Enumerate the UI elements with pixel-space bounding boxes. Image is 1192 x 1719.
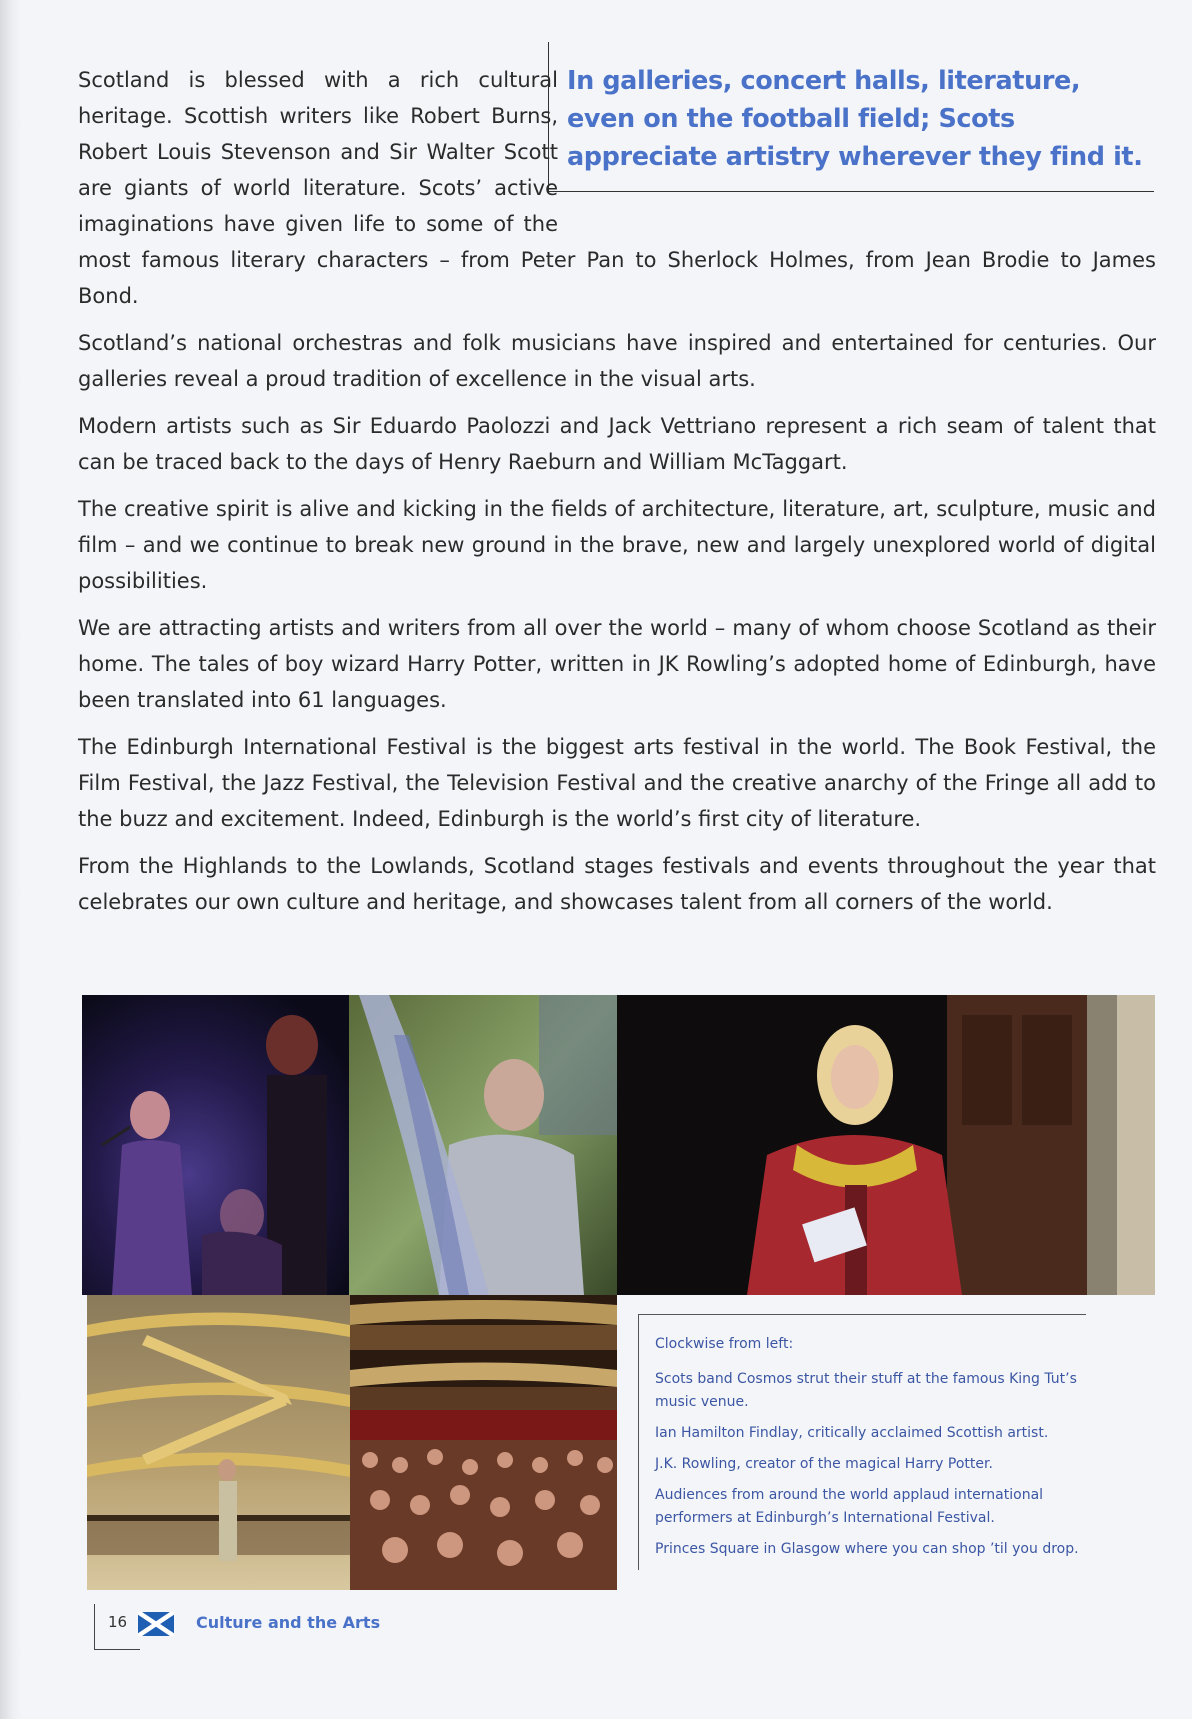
footer-rule [94,1649,140,1650]
photo-captions [638,1314,1086,1570]
paragraph: We are attracting artists and writers from all over the world – many of whom choose Scotland as their home. The tales of boy wizard Harry Potter, written in JK Rowling’s adopted home of Edinburgh, have been translated into 61 languages. [78,616,1156,712]
caption-item: J.K. Rowling, creator of the magical Harry Potter. [655,1456,993,1472]
saltire-flag-icon [138,1612,174,1636]
artist-photo [349,995,617,1295]
section-title: Culture and the Arts [196,1613,381,1632]
page-gutter-shadow [0,0,22,1719]
footer-rule [94,1604,95,1650]
caption-item: Ian Hamilton Findlay, critically acclaimed Scottish artist. [655,1425,1049,1441]
princes-square-photo [87,1295,350,1590]
paragraph: The creative spirit is alive and kicking in the fields of architecture, literature, art, sculpture, music and film – and we continue to break new ground in the brave, new and largely unexplored world of digital possibilities. [78,497,1156,593]
paragraph: Scotland is blessed with a rich cultural heritage. Scottish writers like Robert Burns, Robert Louis Stevenson and Sir Walter Scott are giants of world literature. Scots’ active imaginations have given life to some of the most famous literary characters – from Peter Pan to Sherlock Holmes, from Jean Brodie to James Bond. [78,68,1156,308]
paragraph: The Edinburgh International Festival is the biggest arts festival in the world. The Book Festival, the Film Festival, the Jazz Festival, the Television Festival and the creative anarchy of the Fringe all add to the buzz and excitement. Indeed, Edinburgh is the world’s first city of literature. [78,735,1156,831]
pull-quote-space [558,62,1156,222]
page-footer [94,1604,494,1650]
article-body [78,62,1156,931]
band-photo [82,995,349,1295]
rowling-photo [617,995,1155,1295]
paragraph: Scotland’s national orchestras and folk musicians have inspired and entertained for centuries. Our galleries reveal a proud tradition of excellence in the visual arts. [78,331,1156,391]
festival-audience-photo [350,1295,617,1590]
caption-item: Princes Square in Glasgow where you can shop ’til you drop. [655,1541,1079,1557]
captions-heading: Clockwise from left: [655,1336,794,1352]
pull-quote: In galleries, concert halls, literature, even on the football field; Scots appreciate artistry wherever they find it. [548,42,1154,192]
paragraph: Modern artists such as Sir Eduardo Paolozzi and Jack Vettriano represent a rich seam of talent that can be traced back to the days of Henry Raeburn and William McTaggart. [78,414,1156,474]
caption-item: Audiences from around the world applaud international performers at Edinburgh’s International Festival. [655,1487,1044,1526]
paragraph: From the Highlands to the Lowlands, Scotland stages festivals and events throughout the year that celebrates our own culture and heritage, and showcases talent from all corners of the world. [78,854,1156,914]
caption-item: Scots band Cosmos strut their stuff at the famous King Tut’s music venue. [655,1371,1077,1410]
page-number: 16 [108,1613,128,1631]
